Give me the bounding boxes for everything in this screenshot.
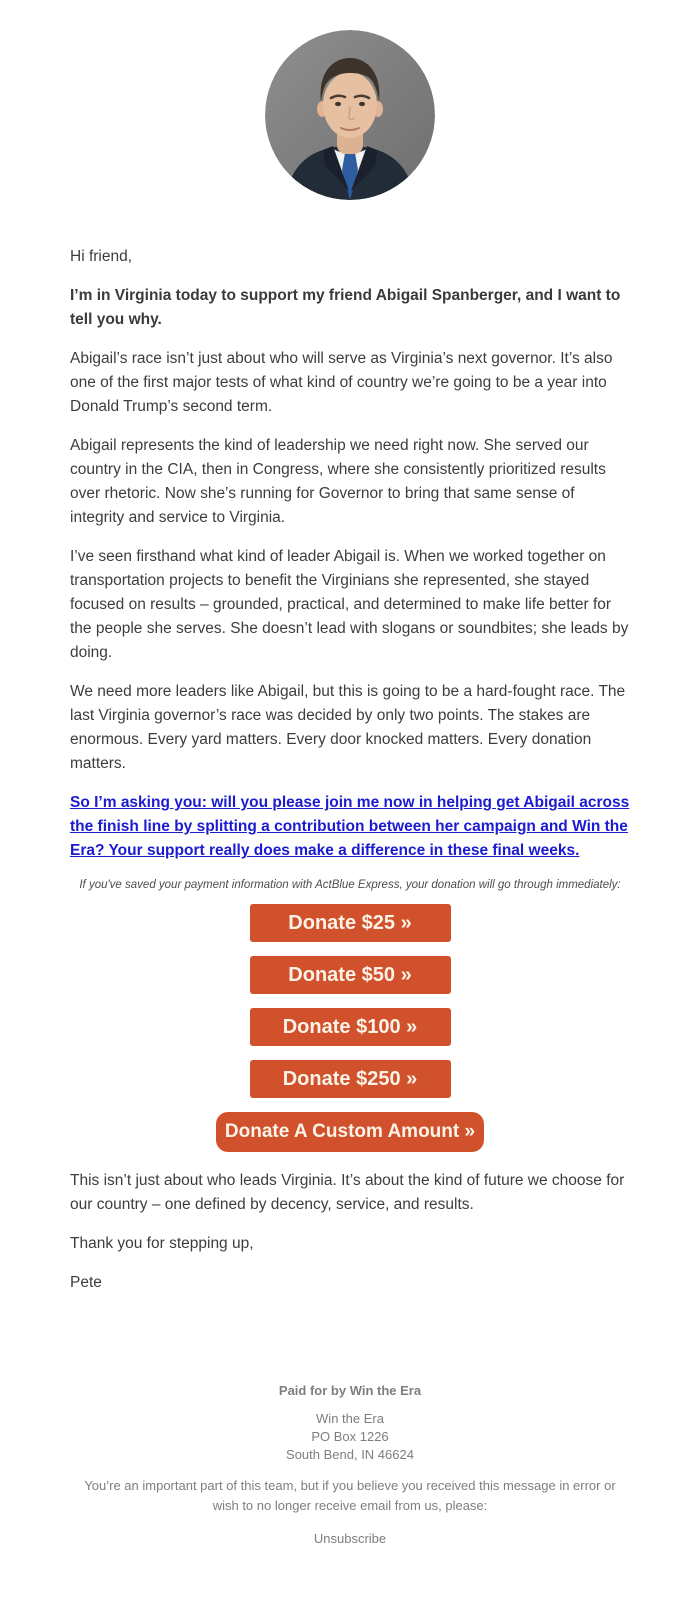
pete-headshot-image	[265, 30, 435, 200]
donate-50-button[interactable]: Donate $50 »	[250, 956, 451, 994]
cta-paragraph	[70, 791, 630, 863]
intro-bold-text: I’m in Virginia today to support my friend Abigail Spanberger, and I want to tell you why.	[70, 287, 621, 328]
donate-section	[70, 878, 630, 1152]
org-address-block	[0, 1410, 700, 1464]
unsubscribe-link[interactable]: Unsubscribe	[313, 1531, 387, 1546]
unsubscribe-disclaimer: You’re an important part of this team, but if you believe you received this message in error or wish to no longer receive email from us, please:	[84, 1478, 616, 1513]
body-paragraph-3: I’ve seen firsthand what kind of leader Abigail is. When we worked together on transportation projects to benefit the Virginians she represented, she stayed focused on results – grounded, practical, and determined to make life better for the people she serves. She doesn’t lead with slogans or soundbites; she leads by doing.	[70, 548, 629, 661]
email-content	[0, 200, 700, 1295]
email-footer	[0, 1310, 700, 1548]
sender-avatar	[265, 30, 435, 200]
donate-cta-link[interactable]: So I’m asking you: will you please join me now in helping get Abigail across the finish line by splitting a contribution between her campaign and Win the Era? Your support really does make a difference in these final weeks.	[70, 794, 630, 859]
signoff-text: Thank you for stepping up,	[70, 1235, 254, 1252]
address-line-2: South Bend, IN 46624	[286, 1447, 414, 1462]
body-paragraph-1: Abigail’s race isn’t just about who will serve as Virginia’s next governor. It’s also one of the first major tests of what kind of country we’re going to be a year into Donald Trump’s second term.	[70, 350, 613, 415]
body-paragraph-2: Abigail represents the kind of leadership we need right now. She served our country in the CIA, then in Congress, where she consistently prioritized results over rhetoric. Now she’s running for Governor to bring that same sense of integrity and service to Virginia.	[70, 437, 606, 526]
greeting-text: Hi friend,	[70, 248, 133, 265]
donate-custom-amount-button[interactable]: Donate A Custom Amount »	[216, 1112, 484, 1152]
paid-for-disclaimer: Paid for by Win the Era	[278, 1383, 422, 1398]
actblue-express-note: If you've saved your payment information with ActBlue Express, your donation will go through immediately:	[79, 879, 621, 891]
signature-text: Pete	[70, 1274, 102, 1291]
org-name: Win the Era	[316, 1411, 384, 1426]
email-body	[0, 30, 700, 1578]
closing-paragraph: This isn’t just about who leads Virginia. It’s about the kind of future we choose for our country – one defined by decency, service, and results.	[70, 1172, 625, 1213]
donate-250-button[interactable]: Donate $250 »	[250, 1060, 451, 1098]
address-line-1: PO Box 1226	[311, 1429, 389, 1444]
donate-25-button[interactable]: Donate $25 »	[250, 904, 451, 942]
donate-100-button[interactable]: Donate $100 »	[250, 1008, 451, 1046]
body-paragraph-4: We need more leaders like Abigail, but this is going to be a hard-fought race. The last Virginia governor’s race was decided by only two points. The stakes are enormous. Every yard matters. Every door knocked matters. Every donation matters.	[70, 683, 626, 772]
